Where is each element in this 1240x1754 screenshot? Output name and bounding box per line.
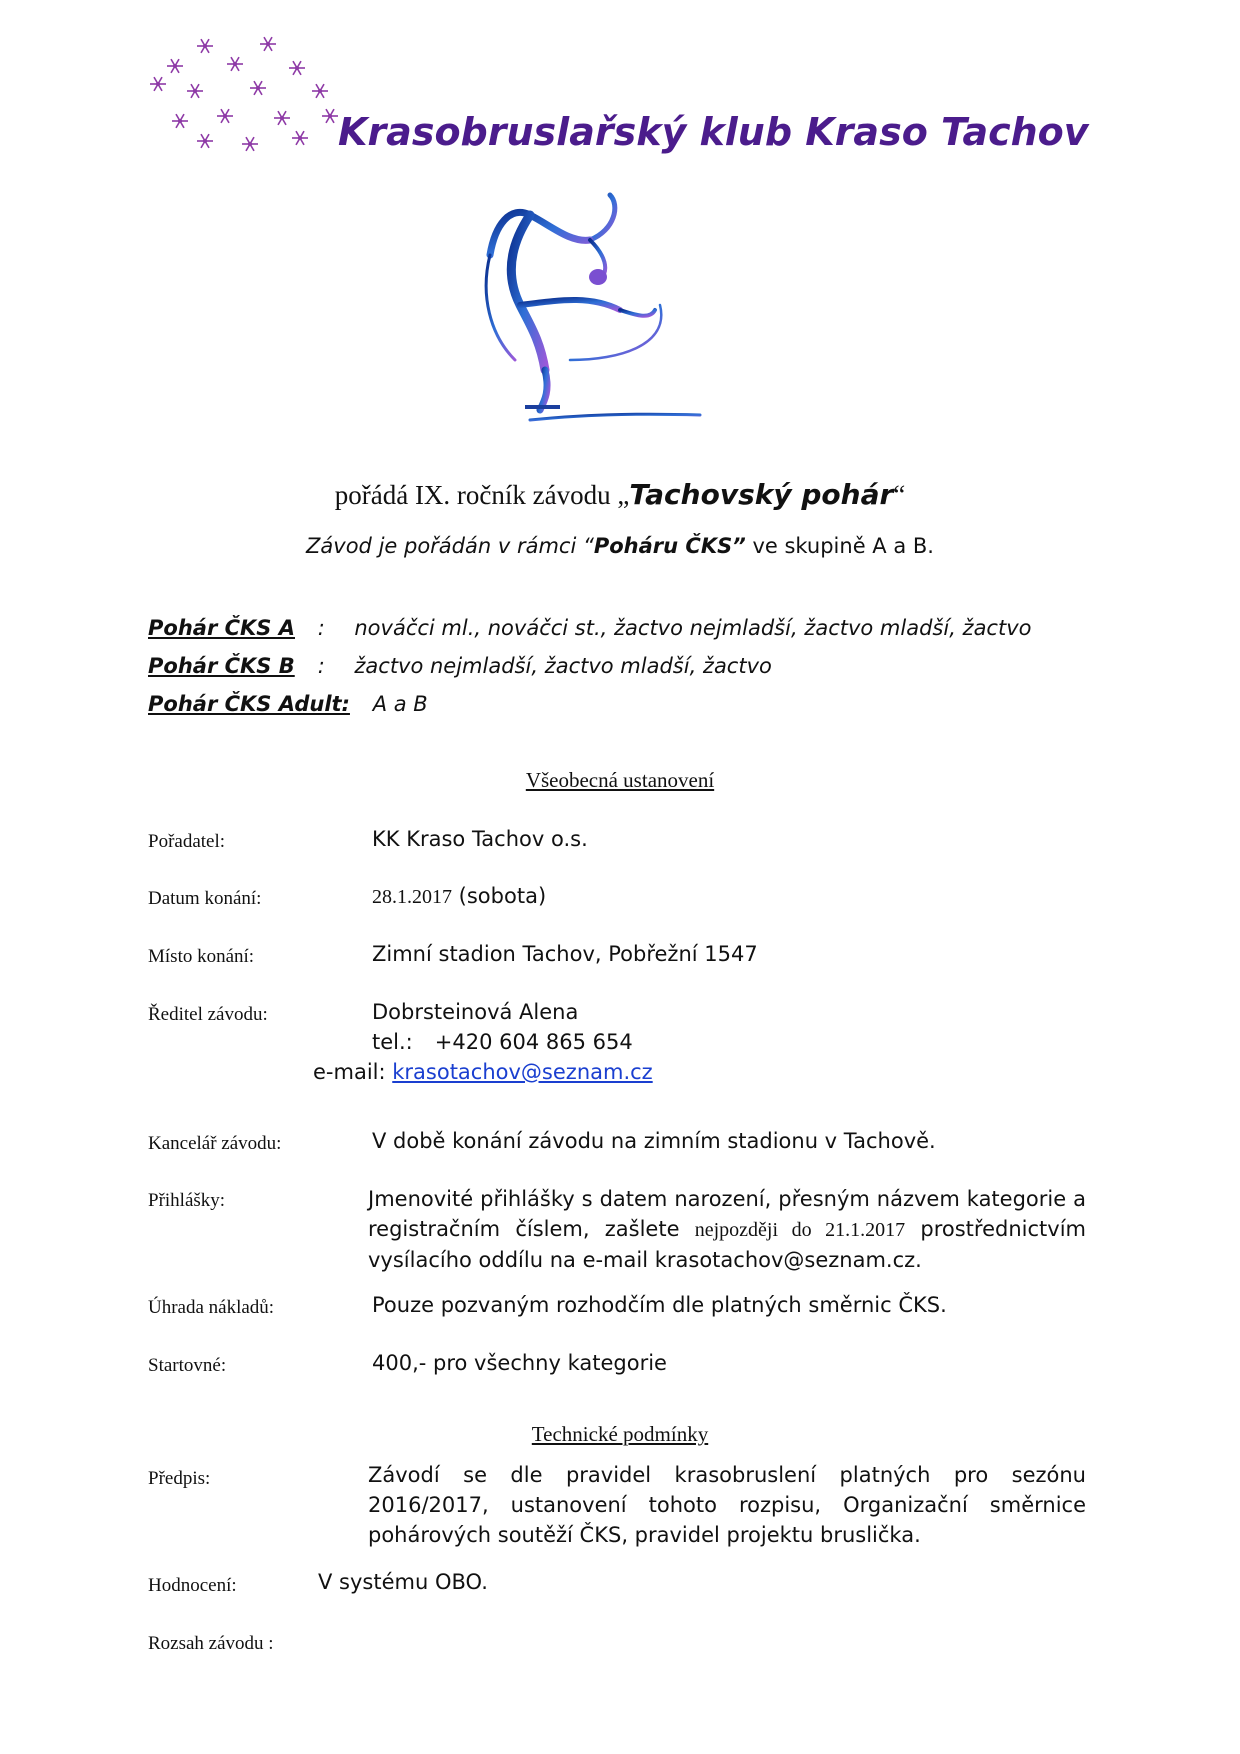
label-uhrada: Úhrada nákladů: — [148, 1297, 275, 1318]
prihlasky-deadline: nejpozději do 21.1.2017 — [694, 1219, 906, 1241]
label-hodnoceni: Hodnocení: — [148, 1575, 237, 1596]
cup-row-a — [148, 616, 1032, 640]
value-datum — [372, 884, 546, 909]
event-subtitle — [0, 478, 1240, 511]
phone-label: tel.: — [372, 1030, 413, 1054]
snowflake-icon — [217, 109, 233, 123]
cup-row-adult — [148, 692, 428, 716]
cup-categories: žactvo nejmladší, žactvo mladší, žactvo — [354, 654, 772, 678]
value-prihlasky — [368, 1184, 1086, 1275]
label-datum: Datum konání: — [148, 888, 262, 909]
label-reditel: Ředitel závodu: — [148, 1004, 268, 1025]
snowflake-icon — [322, 109, 338, 123]
section-heading-technical: Technické podmínky — [531, 1422, 709, 1446]
cup-row-b — [148, 654, 772, 678]
cup-note-prefix: Závod je pořádán v rámci “ — [306, 534, 594, 558]
snowflake-icon — [150, 77, 166, 91]
snowflake-icon — [312, 84, 328, 98]
figure-skater-logo — [470, 185, 770, 440]
snowflake-icon — [274, 111, 290, 125]
snowflake-decoration — [150, 36, 340, 156]
label-startovne: Startovné: — [148, 1355, 227, 1376]
email-link[interactable]: krasotachov@seznam.cz — [392, 1060, 653, 1084]
cup-label: Pohár ČKS B — [148, 654, 295, 678]
snowflake-icon — [197, 134, 213, 148]
prihlasky-text-1: Jmenovité přihlášky s datem narození, přesným názvem kategorie a registračním číslem, zašlete — [368, 1187, 1086, 1241]
event-date: 28.1.2017 — [372, 886, 452, 908]
snowflake-icon — [187, 84, 203, 98]
event-name: Tachovský pohár — [629, 478, 894, 511]
label-predpis: Předpis: — [148, 1468, 211, 1489]
cup-separator: : — [317, 654, 325, 678]
event-cup-note — [0, 534, 1240, 558]
snowflake-icon — [289, 61, 305, 75]
label-misto: Místo konání: — [148, 946, 255, 967]
subtitle-prefix: pořádá IX. ročník závodu „ — [334, 480, 630, 510]
phone-number: +420 604 865 654 — [434, 1030, 633, 1054]
label-kancelar: Kancelář závodu: — [148, 1133, 282, 1154]
cup-label: Pohár ČKS A — [148, 616, 295, 640]
label-prihlasky: Přihlášky: — [148, 1190, 226, 1211]
label-poradatel: Pořadatel: — [148, 831, 226, 852]
snowflake-icon — [197, 39, 213, 53]
cup-categories: A a B — [372, 692, 428, 716]
subtitle-suffix: “ — [893, 480, 906, 510]
director-email — [313, 1060, 653, 1084]
value-predpis: Závodí se dle pravidel krasobruslení platných pro sezónu 2016/2017, ustanovení tohoto rozpisu, Organizační směrnice pohárových soutěží ČKS, pravidel projektu bruslička. — [368, 1463, 1086, 1547]
section-heading-general: Všeobecná ustanovení — [525, 768, 715, 792]
club-title: Krasobruslařský klub Kraso Tachov — [338, 110, 1089, 154]
value-kancelar: V době konání závodu na zimním stadionu v Tachově. — [372, 1129, 936, 1153]
label-rozsah: Rozsah závodu : — [148, 1633, 274, 1654]
snowflake-icon — [167, 59, 183, 73]
cup-note-suffix: ve skupině A a B. — [745, 534, 934, 558]
cup-label: Pohár ČKS Adult: — [148, 692, 350, 716]
cup-categories: nováčci ml., nováčci st., žactvo nejmladší, žactvo mladší, žactvo — [354, 616, 1032, 640]
prihlasky-text-2: prostřednictvím vysílacího oddílu na e-mail krasotachov@seznam.cz. — [368, 1217, 1086, 1272]
event-day: (sobota) — [452, 884, 547, 908]
snowflake-icon — [250, 81, 266, 95]
snowflake-icon — [260, 37, 276, 51]
cup-note-cup: Poháru ČKS” — [593, 534, 746, 558]
email-label: e-mail: — [313, 1060, 393, 1084]
value-misto: Zimní stadion Tachov, Pobřežní 1547 — [372, 942, 758, 966]
snowflake-icon — [242, 137, 258, 151]
cup-separator: : — [317, 616, 325, 640]
snowflake-icon — [172, 114, 188, 128]
value-hodnoceni: V systému OBO. — [318, 1570, 488, 1594]
value-poradatel: KK Kraso Tachov o.s. — [372, 827, 588, 851]
value-uhrada: Pouze pozvaným rozhodčím dle platných směrnic ČKS. — [372, 1293, 947, 1317]
value-startovne: 400,- pro všechny kategorie — [372, 1351, 667, 1375]
snowflake-icon — [227, 57, 243, 71]
director-name: Dobrsteinová Alena — [372, 1000, 579, 1024]
snowflake-icon — [292, 131, 308, 145]
director-phone — [372, 1030, 633, 1054]
